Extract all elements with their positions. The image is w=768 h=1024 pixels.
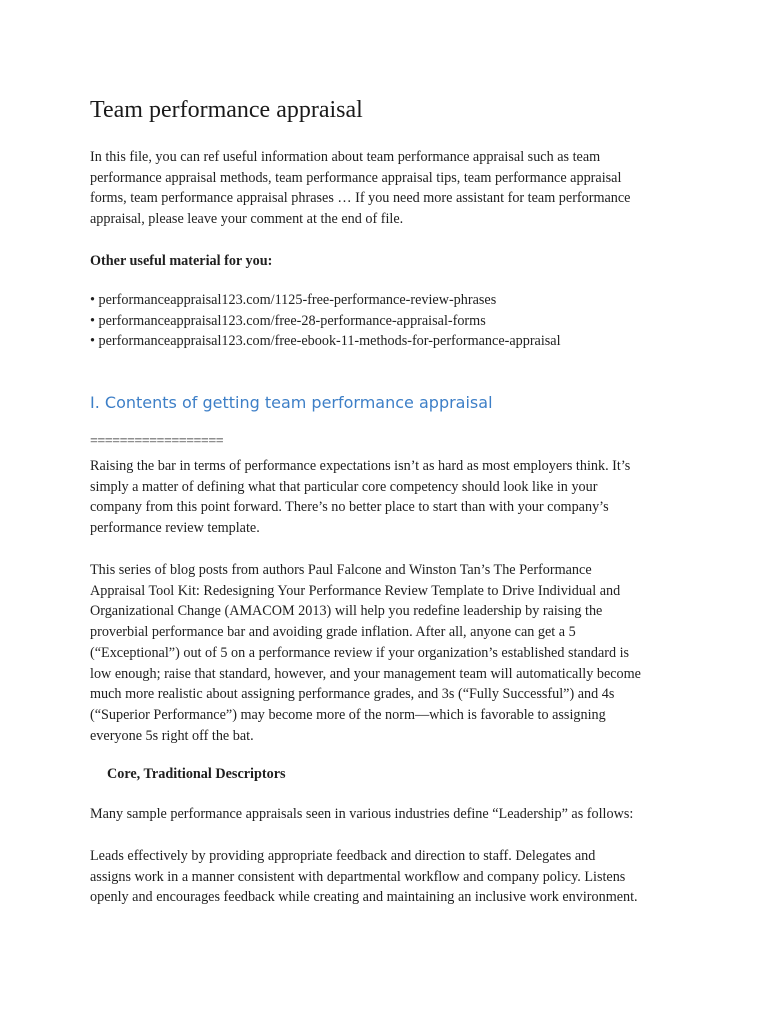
paragraph-line: company from this point forward. There’s no better place to start than with your company’s — [90, 499, 609, 516]
paragraph-line: simply a matter of defining what that particular core competency should look like in your — [90, 478, 598, 495]
subheading: Core, Traditional Descriptors — [107, 766, 286, 782]
paragraph-blog-series — [90, 560, 690, 746]
paragraph-raising-bar — [90, 456, 690, 539]
intro-line: forms, team performance appraisal phrases … If you need more assistant for team performance — [90, 190, 631, 207]
other-material-heading: Other useful material for you: — [90, 253, 273, 269]
paragraph-line: openly and encourages feedback while creating and maintaining an inclusive work environment. — [90, 889, 638, 906]
links-list — [90, 290, 561, 352]
link-item[interactable]: • performanceappraisal123.com/free-ebook-11-methods-for-performance-appraisal — [90, 333, 561, 350]
paragraph-line: Raising the bar in terms of performance expectations isn’t as hard as most employers think. It’s — [90, 458, 631, 474]
section-heading: I. Contents of getting team performance appraisal — [90, 393, 493, 412]
paragraph-leadership-intro — [90, 804, 690, 825]
paragraph-line: low enough; raise that standard, however, and your management team will automatically become — [90, 665, 641, 682]
intro-paragraph — [90, 147, 690, 230]
paragraph-line: This series of blog posts from authors Paul Falcone and Winston Tan’s The Performance — [90, 562, 592, 578]
paragraph-line: everyone 5s right off the bat. — [90, 727, 254, 744]
paragraph-line: Leads effectively by providing appropriate feedback and direction to staff. Delegates and — [90, 848, 596, 864]
paragraph-line: Organizational Change (AMACOM 2013) will help you redefine leadership by raising the — [90, 603, 603, 620]
paragraph-line: Many sample performance appraisals seen in various industries define “Leadership” as follows: — [90, 806, 634, 822]
link-item[interactable]: • performanceappraisal123.com/free-28-performance-appraisal-forms — [90, 312, 486, 329]
intro-line: appraisal, please leave your comment at the end of file. — [90, 211, 404, 228]
paragraph-line: proverbial performance bar and avoiding grade inflation. After all, anyone can get a 5 — [90, 624, 576, 641]
paragraph-line: Appraisal Tool Kit: Redesigning Your Performance Review Template to Drive Individual and — [90, 582, 621, 599]
divider-text: ================== — [90, 434, 224, 449]
paragraph-line: much more realistic about assigning performance grades, and 3s (“Fully Successful”) and 4s — [90, 686, 615, 703]
document-title: Team performance appraisal — [90, 97, 363, 123]
paragraph-line: (“Exceptional”) out of 5 on a performance review if your organization’s established standard is — [90, 644, 630, 661]
paragraph-line: assigns work in a manner consistent with departmental workflow and company policy. Listens — [90, 868, 626, 885]
link-item[interactable]: • performanceappraisal123.com/1125-free-performance-review-phrases — [90, 292, 497, 308]
paragraph-line: performance review template. — [90, 520, 260, 537]
intro-line: performance appraisal methods, team performance appraisal tips, team performance appraisal — [90, 169, 622, 186]
intro-line: In this file, you can ref useful information about team performance appraisal such as team — [90, 149, 601, 165]
paragraph-leadership-definition — [90, 846, 690, 908]
paragraph-line: (“Superior Performance”) may become more of the norm—which is favorable to assigning — [90, 706, 606, 723]
